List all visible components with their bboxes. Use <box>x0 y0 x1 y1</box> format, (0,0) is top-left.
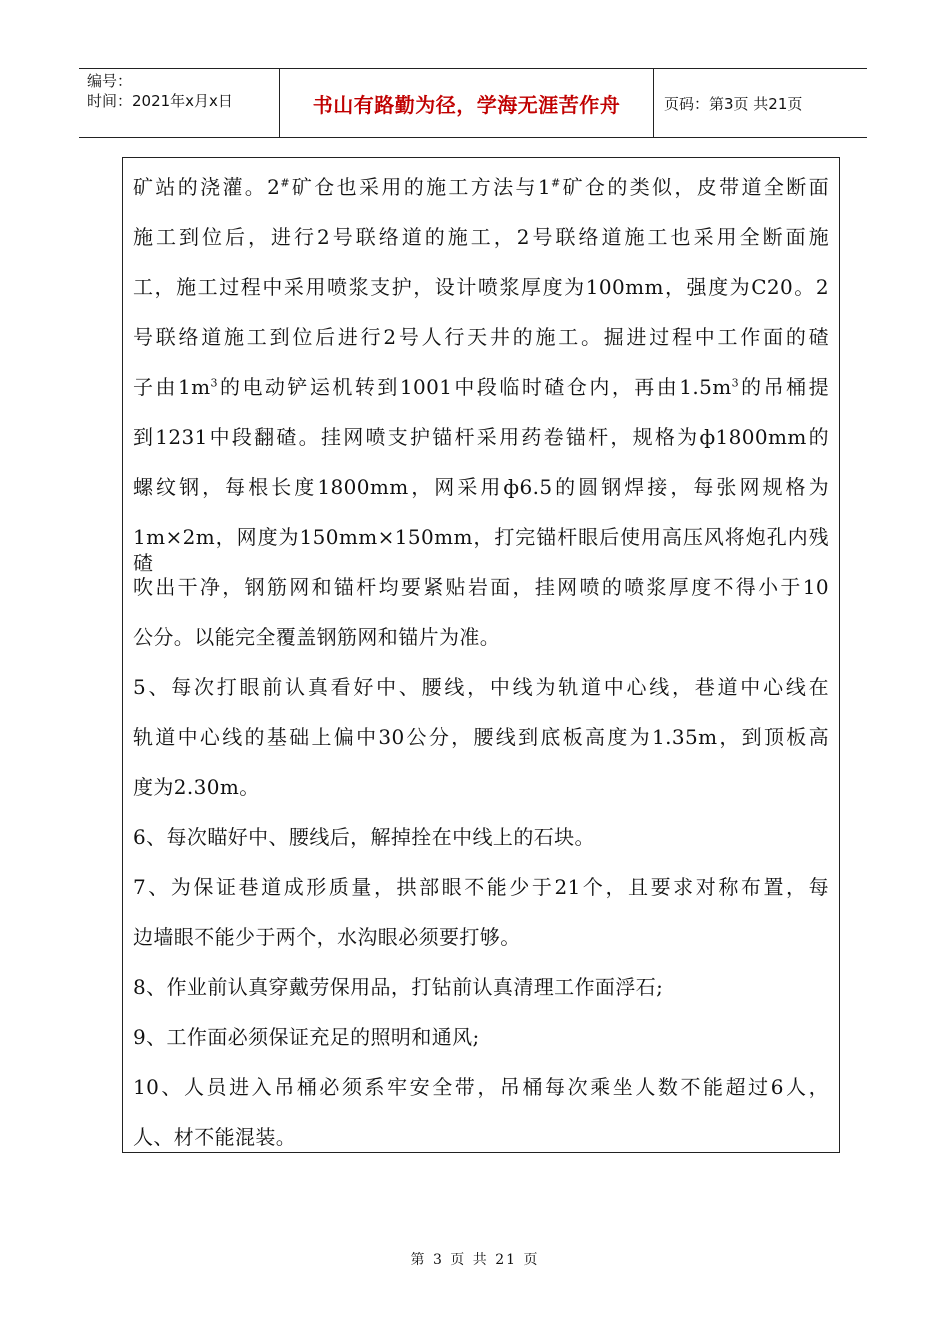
list-item-5-line-3: 度为2.30m。 <box>133 775 260 799</box>
list-item-5-line-1: 5、每次打眼前认真看好中、腰线，中线为轨道中心线，巷道中心线在 <box>133 675 829 699</box>
paragraph-line-3: 工，施工过程中采用喷浆支护，设计喷浆厚度为100mm，强度为C20。2 <box>133 275 829 299</box>
header-motto: 书山有路勤为径，学海无涯苦作舟 <box>280 69 654 137</box>
page-footer: 第 3 页 共 21 页 <box>410 1252 540 1268</box>
content-box <box>122 157 840 1153</box>
header-page-info: 页码：第3页 共21页 <box>664 94 803 113</box>
paragraph-line-5: 子由$1m^3$的电动铲运机转到1001中段临时碴仓内，再由$1.5m^3$的吊桶提 <box>133 375 829 399</box>
document-time-label: 时间：2021年x月x日 <box>87 92 233 110</box>
list-item-10-line-2: 人、材不能混装。 <box>133 1125 297 1149</box>
paragraph-line-1: 矿站的浇灌。2#矿仓也采用的施工方法与1#矿仓的类似，皮带道全断面 <box>133 175 829 199</box>
list-item-8: 8、作业前认真穿戴劳保用品，打钻前认真清理工作面浮石; <box>133 975 664 999</box>
paragraph-line-6: 到1231中段翻碴。挂网喷支护锚杆采用药卷锚杆，规格为ф1800mm的 <box>133 425 829 449</box>
list-item-5-line-2: 轨道中心线的基础上偏中30公分，腰线到底板高度为1.35m，到顶板高 <box>133 725 829 749</box>
list-item-10-line-1: 10、人员进入吊桶必须系牢安全带，吊桶每次乘坐人数不能超过6人， <box>133 1075 829 1099</box>
document-number-label: 编号： <box>87 72 133 90</box>
paragraph-line-2: 施工到位后，进行2号联络道的施工，2号联络道施工也采用全断面施 <box>133 225 829 249</box>
paragraph-line-9: 吹出干净，钢筋网和锚杆均要紧贴岩面，挂网喷的喷浆厚度不得小于10 <box>133 575 829 599</box>
list-item-6: 6、每次瞄好中、腰线后，解掉拴在中线上的石块。 <box>133 825 595 849</box>
page-header <box>79 68 867 138</box>
paragraph-line-4: 号联络道施工到位后进行2号人行天井的施工。掘进过程中工作面的碴 <box>133 325 829 349</box>
list-item-7-line-1: 7、为保证巷道成形质量，拱部眼不能少于21个，且要求对称布置，每 <box>133 875 829 899</box>
paragraph-line-10: 公分。以能完全覆盖钢筋网和锚片为准。 <box>133 625 501 649</box>
paragraph-line-8: 1m×2m，网度为150mm×150mm，打完锚杆眼后使用高压风将炮孔内残碴 <box>133 525 829 575</box>
paragraph-line-7: 螺纹钢，每根长度1800mm，网采用ф6.5的圆钢焊接，每张网规格为 <box>133 475 829 499</box>
list-item-9: 9、工作面必须保证充足的照明和通风; <box>133 1025 480 1049</box>
list-item-7-line-2: 边墙眼不能少于两个，水沟眼必须要打够。 <box>133 925 521 949</box>
header-meta-cell <box>79 69 280 137</box>
